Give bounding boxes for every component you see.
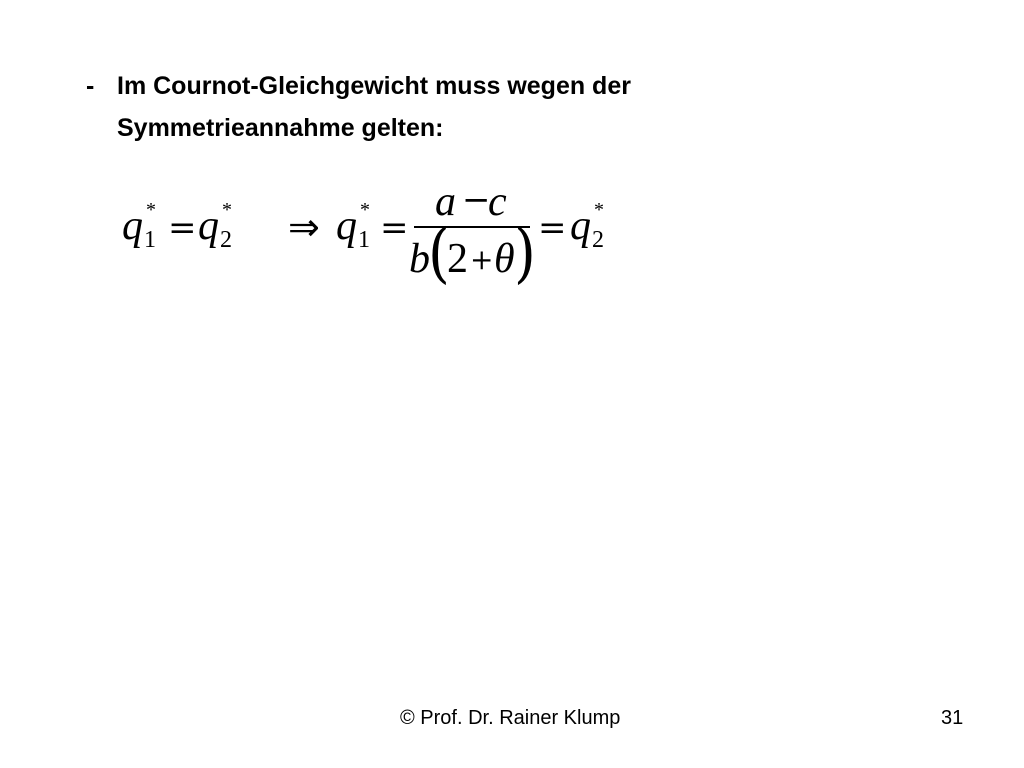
footer-credit: © Prof. Dr. Rainer Klump [400, 707, 621, 729]
implies-arrow: ⇒ [288, 205, 320, 249]
q-symbol: q [198, 203, 219, 249]
page-number: 31 [941, 707, 964, 729]
superscript-star: * [594, 199, 604, 221]
minus-sign: − [462, 180, 491, 220]
numerator-a: a [435, 179, 456, 225]
equals-sign: = [380, 208, 409, 248]
q-symbol: q [122, 203, 143, 249]
subscript-2: 2 [220, 227, 232, 253]
close-paren: ) [514, 216, 536, 291]
bullet-line-1 [86, 71, 631, 101]
subscript-1: 1 [358, 227, 370, 253]
denominator-b: b [409, 236, 430, 282]
superscript-star: * [146, 199, 156, 221]
denominator-two: 2 [447, 236, 468, 282]
subscript-1: 1 [144, 227, 156, 253]
denominator-theta: θ [494, 236, 515, 282]
bullet-dash: - [86, 72, 95, 100]
q-symbol: q [336, 203, 357, 249]
bullet-text-line-1: Im Cournot-Gleichgewicht muss wegen der [117, 72, 631, 100]
subscript-2: 2 [592, 227, 604, 253]
superscript-star: * [222, 199, 232, 221]
bullet-line-2 [117, 113, 444, 143]
superscript-star: * [360, 199, 370, 221]
bullet-text-line-2: Symmetrieannahme gelten: [117, 114, 444, 142]
numerator-c: c [488, 179, 507, 225]
q-symbol: q [570, 203, 591, 249]
open-paren: ( [428, 216, 450, 291]
equals-sign: = [168, 208, 197, 248]
equals-sign: = [538, 208, 567, 248]
plus-sign: + [470, 243, 494, 276]
